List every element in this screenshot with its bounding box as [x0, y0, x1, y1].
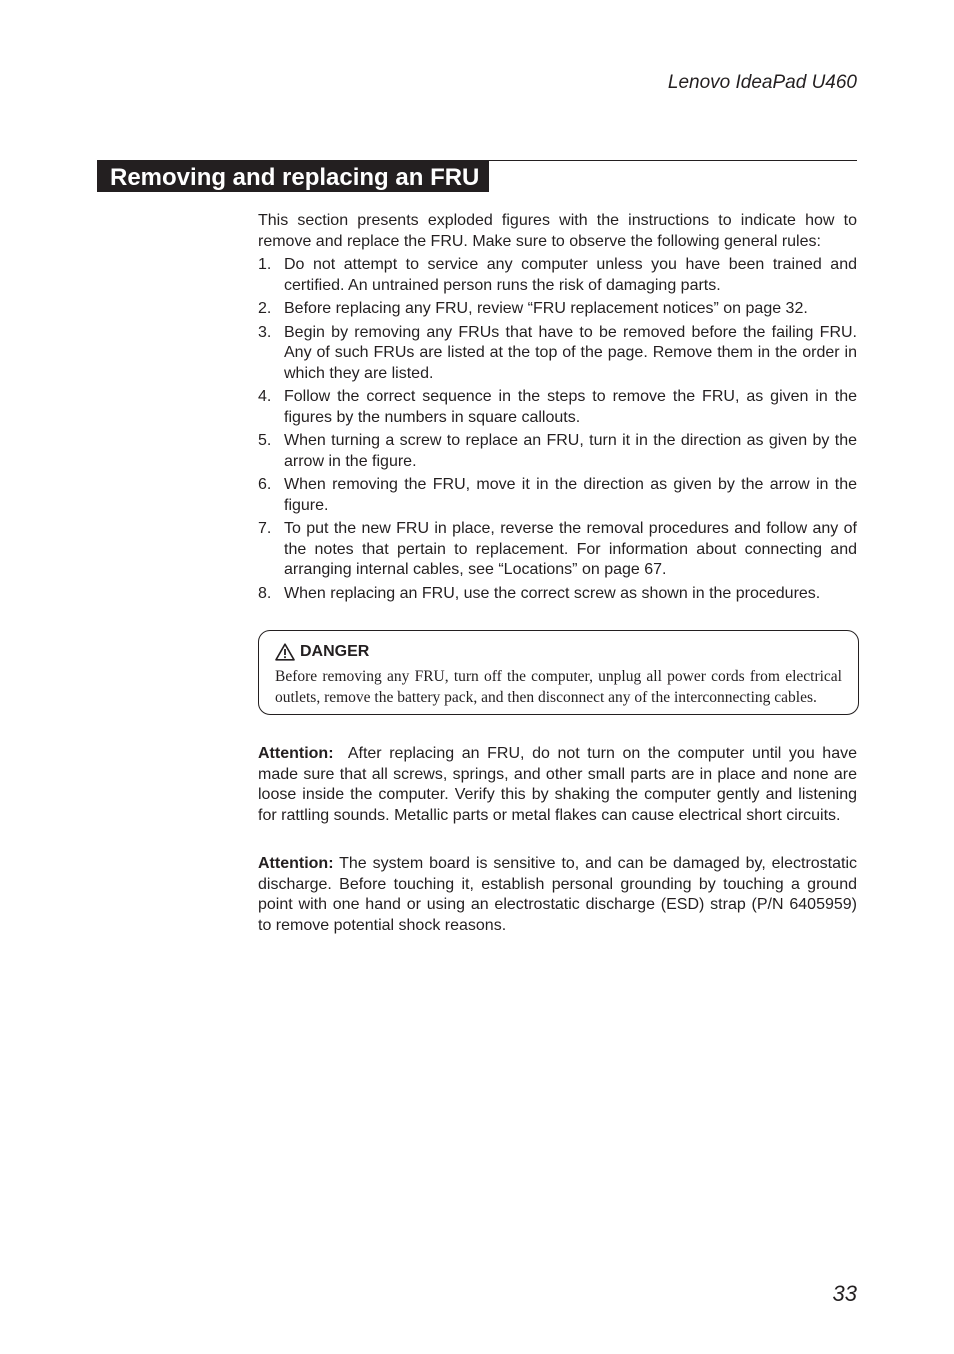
list-item	[258, 519, 857, 581]
attention-label: Attention:	[258, 855, 334, 872]
list-item	[258, 387, 857, 428]
list-text: Before replacing any FRU, review “FRU replacement notices” on page 32.	[284, 300, 808, 317]
list-text: Follow the correct sequence in the steps to remove the FRU, as given in the figures by the numbers in square callouts.	[284, 388, 857, 426]
running-head: Lenovo IdeaPad U460	[667, 72, 857, 93]
list-item	[258, 299, 857, 320]
attention-text: The system board is sensitive to, and can be damaged by, electrostatic discharge. Before touching it, establish personal grounding by touching a ground point with one hand or using an electrostatic discharge (ESD) strap (P/N 6405959) to remove potential shock reasons.	[258, 855, 858, 934]
attention-label: Attention:	[258, 745, 334, 762]
list-number: 8.	[258, 584, 272, 602]
rules-list	[258, 255, 857, 604]
warning-triangle-icon	[275, 643, 295, 661]
list-number: 3.	[258, 323, 272, 341]
danger-heading	[275, 641, 842, 663]
page-number: 33	[832, 1281, 857, 1306]
list-number: 7.	[258, 520, 272, 537]
list-number: 1.	[258, 256, 272, 273]
body-content	[258, 211, 857, 936]
list-item	[258, 431, 857, 472]
attention-note	[258, 744, 857, 826]
list-text: To put the new FRU in place, reverse the removal procedures and follow any of the notes that pertain to replacement. For information about connecting and arranging internal cables, see “Locations” on page 67.	[284, 520, 857, 578]
list-text: Do not attempt to service any computer unless you have been trained and certified. An untrained person runs the risk of damaging parts.	[284, 256, 857, 294]
list-text: When turning a screw to replace an FRU, turn it in the direction as given by the arrow in the figure.	[284, 432, 857, 470]
list-text: When removing the FRU, move it in the direction as given by the arrow in the figure.	[284, 476, 857, 514]
intro-paragraph: This section presents exploded figures with the instructions to indicate how to remove and replace the FRU. Make sure to observe the following general rules:	[258, 212, 857, 250]
list-text: When replacing an FRU, use the correct screw as shown in the procedures.	[284, 584, 821, 602]
list-item	[258, 475, 857, 516]
list-number: 5.	[258, 432, 272, 449]
list-number: 2.	[258, 300, 272, 317]
list-number: 4.	[258, 388, 272, 405]
attention-text: After replacing an FRU, do not turn on the computer until you have made sure that all screws, springs, and other small parts are in place and none are loose inside the computer. Verify this by shaking the computer gently and listening for rattling sounds. Metallic parts or metal flakes can cause electrical short circuits.	[258, 745, 857, 824]
list-item	[258, 323, 857, 385]
list-item	[258, 584, 857, 605]
attention-note	[258, 854, 857, 936]
list-number: 6.	[258, 476, 272, 493]
danger-label: DANGER	[300, 643, 370, 660]
danger-box	[258, 630, 859, 715]
list-text: Begin by removing any FRUs that have to be removed before the failing FRU. Any of such FRUs are listed at the top of the page. Remove them in the order in which they are listed.	[284, 323, 857, 382]
section-title: Removing and replacing an FRU	[97, 161, 489, 192]
list-item	[258, 255, 857, 296]
danger-text: Before removing any FRU, turn off the computer, unplug all power cords from electrical outlets, remove the battery pack, and then disconnect any of the interconnecting cables.	[275, 668, 842, 706]
